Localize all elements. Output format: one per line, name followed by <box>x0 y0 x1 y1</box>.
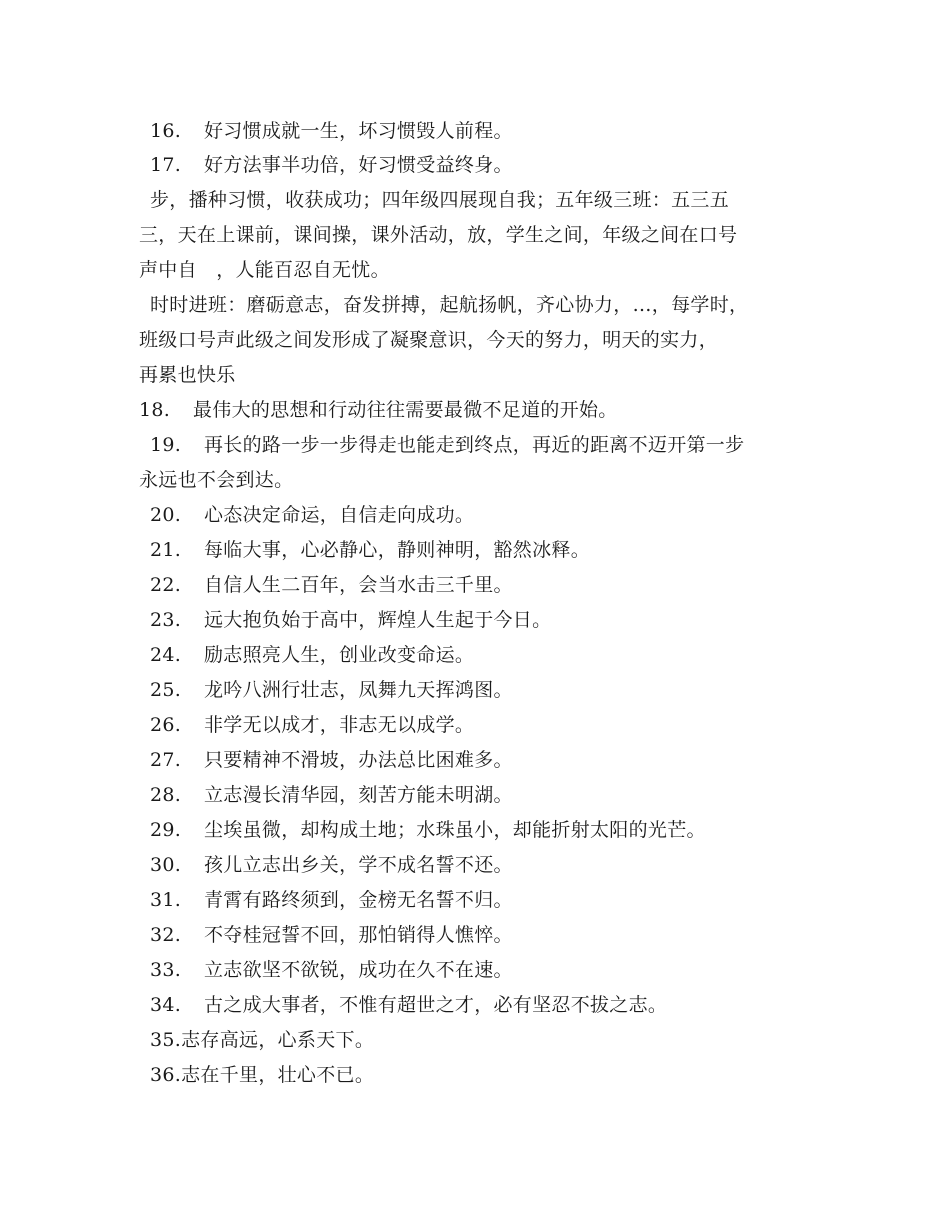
item-text: 立志漫长清华园，刻苦方能未明湖。 <box>204 784 513 806</box>
item-text: 立志欲坚不欲锐，成功在久不在速。 <box>204 959 513 981</box>
item-number: 30. <box>150 854 182 876</box>
item-number: 19. <box>150 434 182 456</box>
list-item <box>150 503 474 527</box>
item-number: 26. <box>150 714 182 736</box>
list-item <box>150 573 513 597</box>
item-number: 23. <box>150 609 182 631</box>
item-text: 班级口号声此级之间发形成了凝聚意识，今天的努力，明天的实力， <box>139 329 719 351</box>
paragraph-line <box>150 293 748 317</box>
item-text: 非学无以成才，非志无以成学。 <box>204 714 475 736</box>
list-item <box>150 643 474 667</box>
item-text: 步，播种习惯，收获成功；四年级四展现自我；五年级三班：五三五 <box>150 189 730 211</box>
item-text: 最伟大的思想和行动往往需要最微不足道的开始。 <box>193 399 618 421</box>
list-item <box>150 119 513 143</box>
item-number: 18. <box>139 399 171 421</box>
item-text: 声中自 ，人能百忍自无忧。 <box>139 259 390 281</box>
item-text: 再长的路一步一步得走也能走到终点，再近的距离不迈开第一步 <box>204 434 745 456</box>
item-number: 31. <box>150 889 182 911</box>
item-number: 33. <box>150 959 182 981</box>
item-number: 21. <box>150 539 182 561</box>
item-number: 32. <box>150 924 182 946</box>
list-item <box>150 748 513 772</box>
list-item <box>150 608 551 632</box>
item-number: 17. <box>150 154 182 176</box>
item-text: 每临大事，心必静心，静则神明，豁然冰释。 <box>204 539 591 561</box>
item-number: 27. <box>150 749 182 771</box>
list-item <box>150 678 513 702</box>
item-text: 只要精神不滑坡，办法总比困难多。 <box>204 749 513 771</box>
item-number: 22. <box>150 574 182 596</box>
item-text: 再累也快乐 <box>139 364 236 386</box>
item-number: 29. <box>150 819 182 841</box>
list-item <box>150 853 513 877</box>
item-number: 28. <box>150 784 182 806</box>
item-number: 16. <box>150 120 182 142</box>
list-item <box>150 888 513 912</box>
list-item <box>150 713 474 737</box>
item-text: 励志照亮人生，创业改变命运。 <box>204 644 475 666</box>
list-item <box>150 538 590 562</box>
item-text: 青霄有路终须到，金榜无名誓不归。 <box>204 889 513 911</box>
item-text: 永远也不会到达。 <box>139 469 294 491</box>
list-item <box>150 433 744 457</box>
list-item <box>150 923 513 947</box>
list-item <box>150 818 706 842</box>
list-item <box>150 1028 374 1052</box>
item-text: 时时进班：磨砺意志，奋发拼搏，起航扬帆，齐心协力，…，每学时， <box>150 294 749 316</box>
paragraph-line <box>139 258 390 282</box>
item-number: 36. <box>150 1064 182 1086</box>
item-text: 孩儿立志出乡关，学不成名誓不还。 <box>204 854 513 876</box>
item-text: 古之成大事者，不惟有超世之才，必有坚忍不拔之志。 <box>204 994 668 1016</box>
item-text: 三，天在上课前，课间操，课外活动，放，学生之间，年级之间在口号 <box>139 224 738 246</box>
item-text: 好方法事半功倍，好习惯受益终身。 <box>204 154 513 176</box>
paragraph-line <box>150 188 729 212</box>
list-item <box>150 1063 374 1087</box>
paragraph-line <box>139 468 293 492</box>
item-text: 远大抱负始于高中，辉煌人生起于今日。 <box>204 609 552 631</box>
list-item <box>139 398 618 422</box>
item-number: 25. <box>150 679 182 701</box>
list-item <box>150 958 513 982</box>
item-text: 自信人生二百年，会当水击三千里。 <box>204 574 513 596</box>
item-text: 龙吟八洲行壮志，凤舞九天挥鸿图。 <box>204 679 513 701</box>
list-item <box>150 783 513 807</box>
item-number: 34. <box>150 994 182 1016</box>
paragraph-line <box>139 223 737 247</box>
item-text: 尘埃虽微，却构成土地；水珠虽小，却能折射太阳的光芒。 <box>204 819 706 841</box>
item-number: 24. <box>150 644 182 666</box>
list-item <box>150 993 667 1017</box>
item-number: 20. <box>150 504 182 526</box>
paragraph-line <box>139 328 718 352</box>
paragraph-line <box>139 363 236 387</box>
item-text: 志存高远，心系天下。 <box>181 1029 375 1051</box>
item-text: 志在千里，壮心不已。 <box>181 1064 375 1086</box>
item-number: 35. <box>150 1029 182 1051</box>
item-text: 不夺桂冠誓不回，那怕销得人憔悴。 <box>204 924 513 946</box>
list-item <box>150 153 513 177</box>
item-text: 心态决定命运，自信走向成功。 <box>204 504 475 526</box>
item-text: 好习惯成就一生，坏习惯毁人前程。 <box>204 120 513 142</box>
